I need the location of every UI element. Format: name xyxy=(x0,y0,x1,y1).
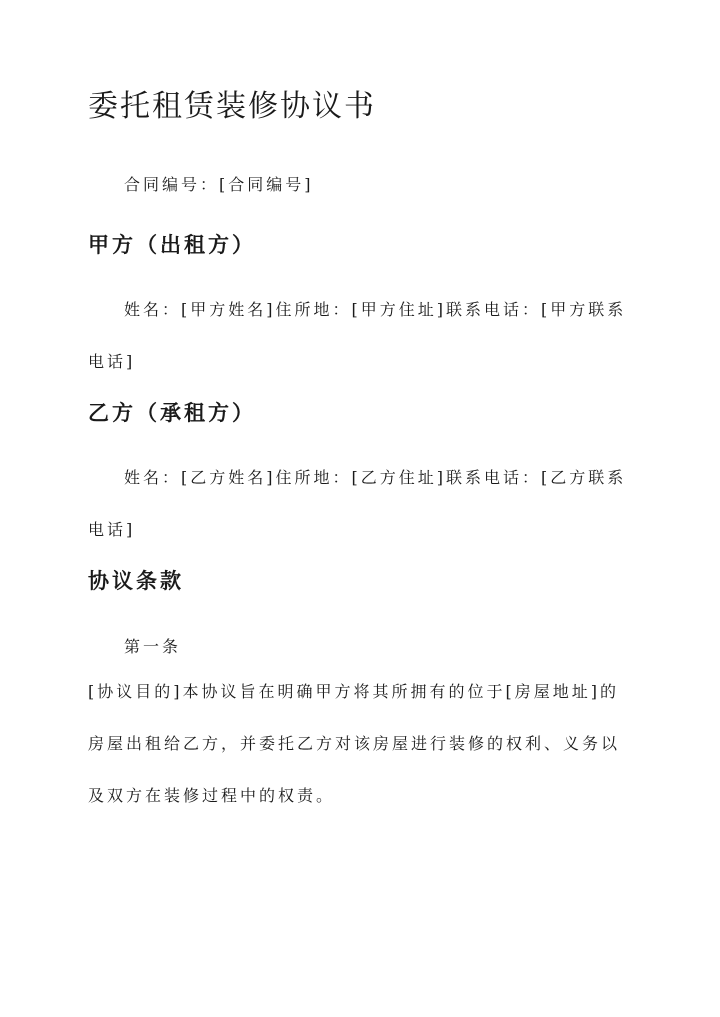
terms-heading: 协议条款 xyxy=(88,568,184,593)
article-1-label: 第一条 xyxy=(124,637,182,656)
article-1-body: [协议目的]本协议旨在明确甲方将其所拥有的位于[房屋地址]的房屋出租给乙方，并委托乙方对该房屋进行装修的权利、义务以及双方在装修过程中的权责。 xyxy=(88,682,621,805)
document-title: 委托租赁装修协议书 xyxy=(88,89,376,124)
contract-number-line: 合同编号：[合同编号] xyxy=(124,175,314,194)
party-a-heading: 甲方（出租方） xyxy=(88,232,256,257)
party-b-heading: 乙方（承租方） xyxy=(88,400,256,425)
party-a-info: 姓名：[甲方姓名]住所地：[甲方住址]联系电话：[甲方联系电话] xyxy=(88,300,627,371)
party-b-info: 姓名：[乙方姓名]住所地：[乙方住址]联系电话：[乙方联系电话] xyxy=(88,468,627,539)
